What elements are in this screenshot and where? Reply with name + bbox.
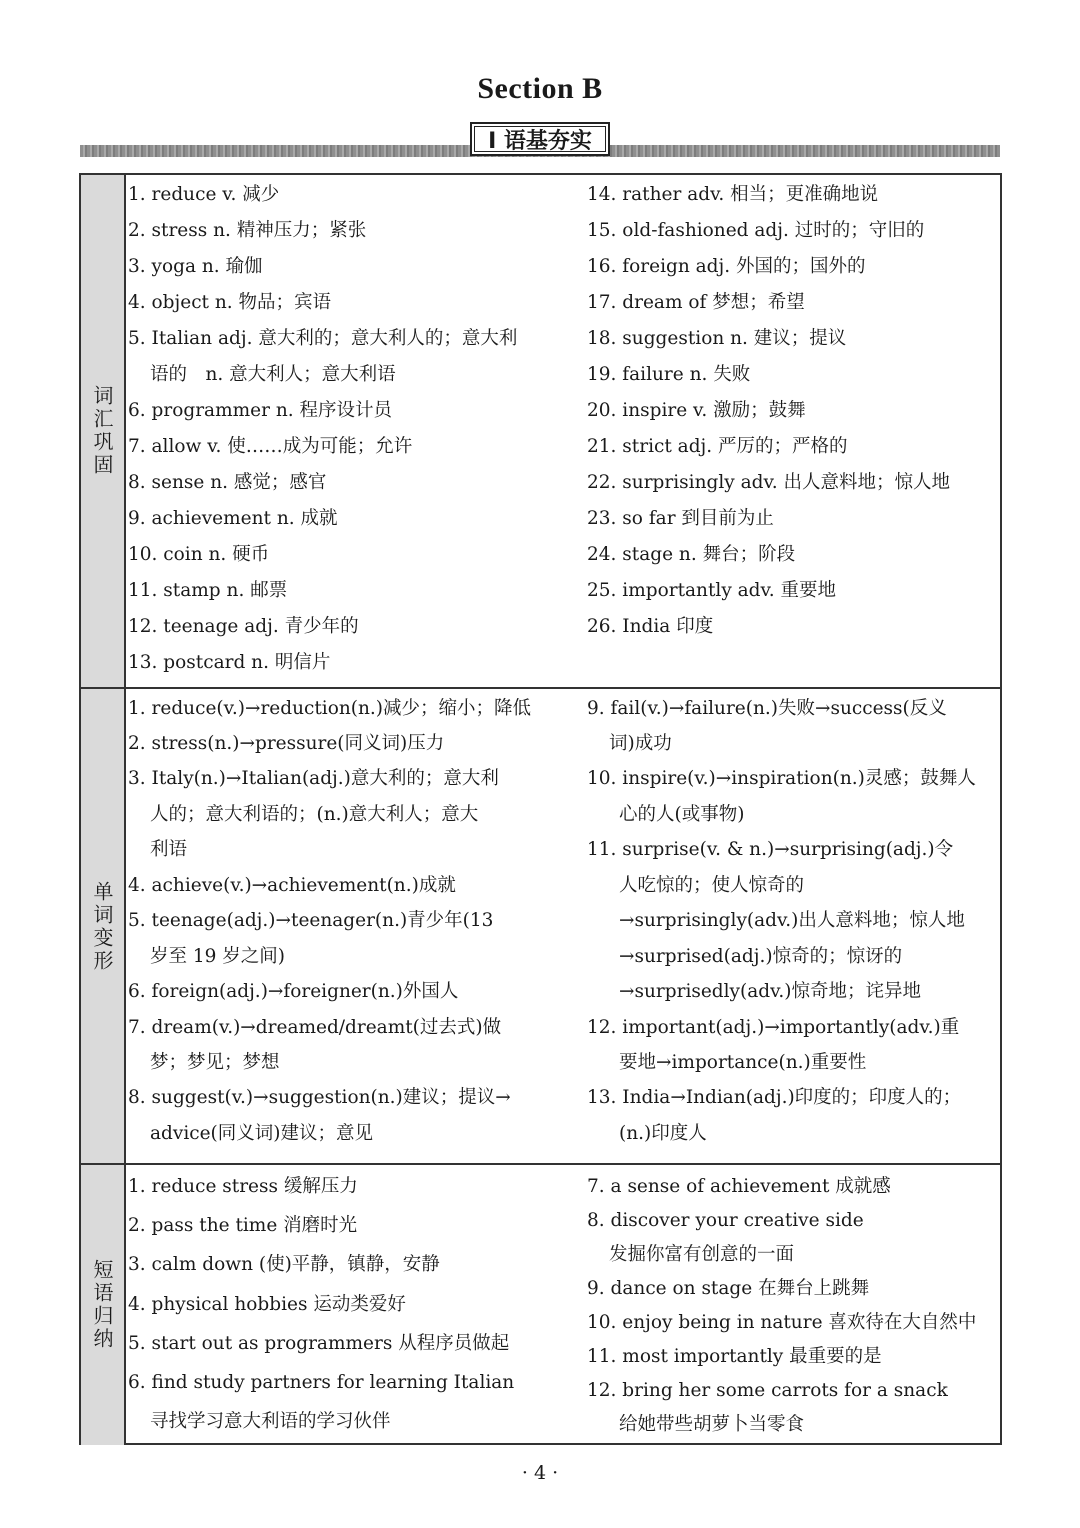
list-item: 梦；梦见；梦想	[150, 1052, 280, 1073]
list-item: 10. coin n. 硬币	[128, 544, 270, 565]
list-item: 10. enjoy being in nature 喜欢待在大自然中	[587, 1312, 977, 1333]
list-item: 2. pass the time 消磨时光	[128, 1215, 358, 1236]
list-item: 人的；意大利语的；(n.)意大利人；意大	[150, 804, 479, 825]
list-item: 7. dream(v.)→dreamed/dreamt(过去式)做	[128, 1017, 502, 1038]
list-item: advice(同义词)建议；意见	[150, 1123, 373, 1144]
list-item: 9. fail(v.)→failure(n.)失败→success(反义	[587, 698, 947, 719]
list-item: (n.)印度人	[619, 1123, 707, 1144]
word-forms-tag: 单词变形	[81, 689, 126, 1165]
list-item: 17. dream of 梦想；希望	[587, 292, 805, 313]
list-item: 12. teenage adj. 青少年的	[128, 616, 359, 637]
list-item: 11. surprise(v. & n.)→surprising(adj.)令	[587, 839, 954, 860]
list-item: 6. programmer n. 程序设计员	[128, 400, 393, 421]
list-item: 寻找学习意大利语的学习伙伴	[150, 1411, 391, 1432]
list-item: 4. object n. 物品；宾语	[128, 292, 332, 313]
list-item: 5. Italian adj. 意大利的；意大利人的；意大利	[128, 328, 518, 349]
list-item: 1. reduce v. 减少	[128, 184, 280, 205]
list-item: 7. a sense of achievement 成就感	[587, 1176, 891, 1197]
list-item: 给她带些胡萝卜当零食	[619, 1414, 805, 1435]
list-item: 21. strict adj. 严厉的；严格的	[587, 436, 848, 457]
phrases-tag: 短语归纳	[81, 1165, 126, 1445]
word-forms-block	[81, 687, 1000, 1165]
list-item: 9. achievement n. 成就	[128, 508, 338, 529]
list-item: 13. India→Indian(adj.)印度的；印度人的；	[587, 1087, 962, 1108]
list-item: 2. stress n. 精神压力；紧张	[128, 220, 367, 241]
list-item: 22. surprisingly adv. 出人意料地；惊人地	[587, 472, 950, 493]
vocabulary-table	[79, 173, 1002, 1445]
list-item: 语的 n. 意大利人；意大利语	[150, 364, 396, 385]
list-item: 26. India 印度	[587, 616, 714, 637]
list-item: 6. foreign(adj.)→foreigner(n.)外国人	[128, 981, 459, 1002]
list-item: →surprisedly(adv.)惊奇地；诧异地	[619, 981, 921, 1002]
list-item: 25. importantly adv. 重要地	[587, 580, 837, 601]
list-item: 要地→importance(n.)重要性	[619, 1052, 867, 1073]
list-item: 23. so far 到目前为止	[587, 508, 774, 529]
list-item: 10. inspire(v.)→inspiration(n.)灵感；鼓舞人	[587, 768, 976, 789]
phrases-block	[81, 1163, 1000, 1445]
list-item: 19. failure n. 失败	[587, 364, 751, 385]
vocab-block	[81, 175, 1000, 687]
list-item: 15. old-fashioned adj. 过时的；守旧的	[587, 220, 925, 241]
vocab-block-tag: 词汇巩固	[81, 175, 126, 687]
list-item: 4. achieve(v.)→achievement(n.)成就	[128, 875, 456, 896]
list-item: 8. suggest(v.)→suggestion(n.)建议；提议→	[128, 1087, 511, 1108]
list-item: 心的人(或事物)	[619, 804, 745, 825]
list-item: 利语	[150, 839, 188, 860]
section-title: Section B	[477, 72, 603, 105]
list-item: 8. discover your creative side	[587, 1210, 864, 1231]
list-item: 12. bring her some carrots for a snack	[587, 1380, 948, 1401]
list-item: 11. stamp n. 邮票	[128, 580, 288, 601]
list-item: 4. physical hobbies 运动类爱好	[128, 1294, 406, 1315]
list-item: 3. Italy(n.)→Italian(adj.)意大利的；意大利	[128, 768, 499, 789]
list-item: 5. start out as programmers 从程序员做起	[128, 1333, 510, 1354]
list-item: 2. stress(n.)→pressure(同义词)压力	[128, 733, 445, 754]
list-item: 20. inspire v. 激励；鼓舞	[587, 400, 806, 421]
list-item: 12. important(adj.)→importantly(adv.)重	[587, 1017, 960, 1038]
list-item: 人吃惊的；使人惊奇的	[619, 875, 805, 896]
list-item: 13. postcard n. 明信片	[128, 652, 331, 673]
list-item: 11. most importantly 最重要的是	[587, 1346, 882, 1367]
list-item: 18. suggestion n. 建议；提议	[587, 328, 847, 349]
list-item: →surprised(adj.)惊奇的；惊讶的	[619, 946, 903, 967]
list-item: 8. sense n. 感觉；感官	[128, 472, 327, 493]
list-item: 7. allow v. 使……成为可能；允许	[128, 436, 413, 457]
list-item: 5. teenage(adj.)→teenager(n.)青少年(13	[128, 910, 494, 931]
banner-label: Ⅰ 语基夯实	[470, 122, 610, 156]
list-item: 岁至 19 岁之间)	[150, 946, 286, 967]
list-item: 14. rather adv. 相当；更准确地说	[587, 184, 879, 205]
list-item: 3. calm down (使)平静，镇静，安静	[128, 1254, 440, 1275]
list-item: →surprisingly(adv.)出人意料地；惊人地	[619, 910, 965, 931]
list-item: 24. stage n. 舞台；阶段	[587, 544, 796, 565]
list-item: 1. reduce(v.)→reduction(n.)减少；缩小；降低	[128, 698, 532, 719]
list-item: 发掘你富有创意的一面	[609, 1244, 795, 1265]
list-item: 3. yoga n. 瑜伽	[128, 256, 263, 277]
list-item: 1. reduce stress 缓解压力	[128, 1176, 358, 1197]
page-number: · 4 ·	[521, 1462, 559, 1484]
list-item: 9. dance on stage 在舞台上跳舞	[587, 1278, 870, 1299]
list-item: 16. foreign adj. 外国的；国外的	[587, 256, 866, 277]
list-item: 6. find study partners for learning Italian	[128, 1372, 515, 1393]
list-item: 词)成功	[609, 733, 672, 754]
